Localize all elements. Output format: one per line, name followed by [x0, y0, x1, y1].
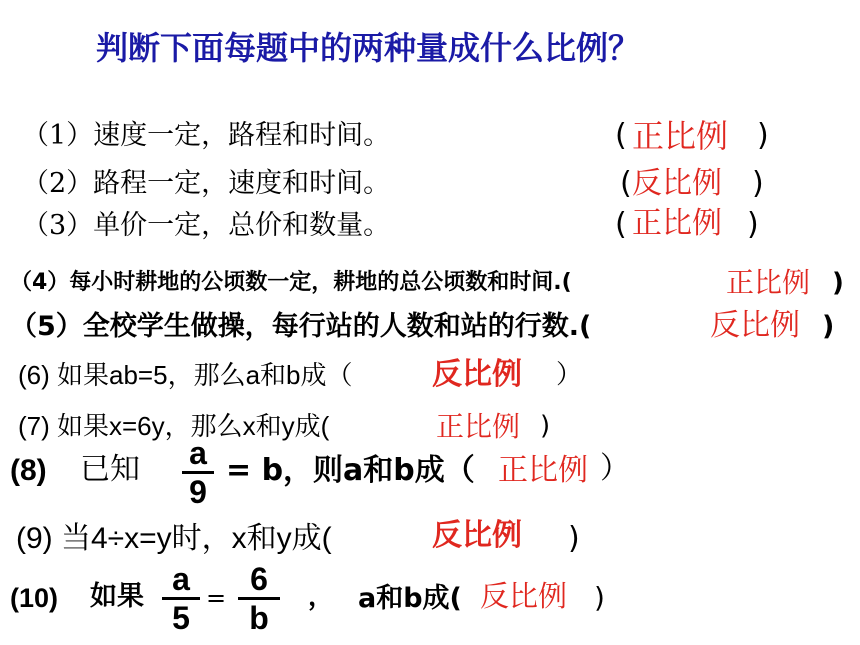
question-10-label: (10): [10, 583, 59, 613]
question-4-answer: 正比例: [726, 266, 811, 299]
question-10-suffix: a和b成(: [358, 583, 462, 614]
page-title: 判断下面每题中的两种量成什么比例？: [96, 29, 641, 67]
question-7-text: (7) 如果x=6y，那么x和y成(: [18, 411, 330, 441]
question-10-fraction-2: [238, 563, 280, 634]
question-8-answer: 正比例: [498, 453, 588, 488]
fraction-numerator: a: [172, 561, 190, 597]
fraction-denominator: 5: [172, 600, 190, 636]
question-6-text: (6) 如果ab=5，那么a和b成（: [18, 360, 353, 390]
question-8-prefix: 已知: [80, 452, 140, 487]
question-5-answer: 反比例: [710, 308, 800, 343]
question-3-open-paren: (: [615, 207, 627, 242]
question-6-answer: 反比例: [432, 357, 522, 392]
question-5-text: （5）全校学生做操，每行站的人数和站的行数.(: [10, 311, 592, 342]
question-1-open-paren: (: [615, 118, 627, 153]
question-9-answer: 反比例: [432, 518, 522, 553]
question-10-prefix: 如果: [90, 581, 144, 612]
question-9-text: (9) 当4÷x=y时，x和y成(: [16, 522, 332, 555]
fraction-denominator: 9: [189, 474, 207, 510]
question-9-close-paren: ): [568, 521, 580, 556]
question-3-text: （3）单价一定，总价和数量。: [22, 210, 391, 241]
question-6-close-paren: ）: [556, 360, 583, 390]
question-8-suffix: = b，则a和b成（: [226, 453, 475, 488]
question-10-fraction-1: [162, 563, 200, 634]
question-3-close-paren: ): [747, 207, 759, 242]
question-1-text: （1）速度一定，路程和时间。: [22, 120, 391, 151]
fraction-numerator: a: [189, 435, 207, 471]
question-7-answer: 正比例: [436, 410, 521, 443]
question-10-close-paren: ): [594, 581, 605, 614]
question-2-text: （2）路程一定，速度和时间。: [22, 168, 391, 199]
question-10-comma: ，: [308, 582, 335, 612]
question-5-close-paren: ): [822, 311, 835, 342]
question-1-answer: 正比例: [632, 117, 729, 155]
question-4-close-paren: ): [832, 268, 844, 298]
question-2-open-paren: (: [620, 166, 632, 201]
question-2-answer: 反比例: [632, 166, 722, 201]
question-10-equals: =: [206, 584, 227, 612]
question-8-fraction: [182, 437, 214, 508]
question-10-answer: 反比例: [480, 579, 568, 613]
fraction-denominator: b: [249, 600, 269, 636]
question-4-text: （4）每小时耕地的公顷数一定，耕地的总公顷数和时间.(: [10, 270, 572, 295]
question-8-label: (8): [10, 454, 47, 487]
fraction-numerator: 6: [250, 561, 268, 597]
question-7-close-paren: ): [540, 411, 551, 441]
question-1-close-paren: ): [757, 118, 769, 153]
question-2-close-paren: ): [752, 166, 764, 201]
question-3-answer: 正比例: [632, 206, 722, 241]
question-8-close-paren: ）: [600, 451, 630, 486]
